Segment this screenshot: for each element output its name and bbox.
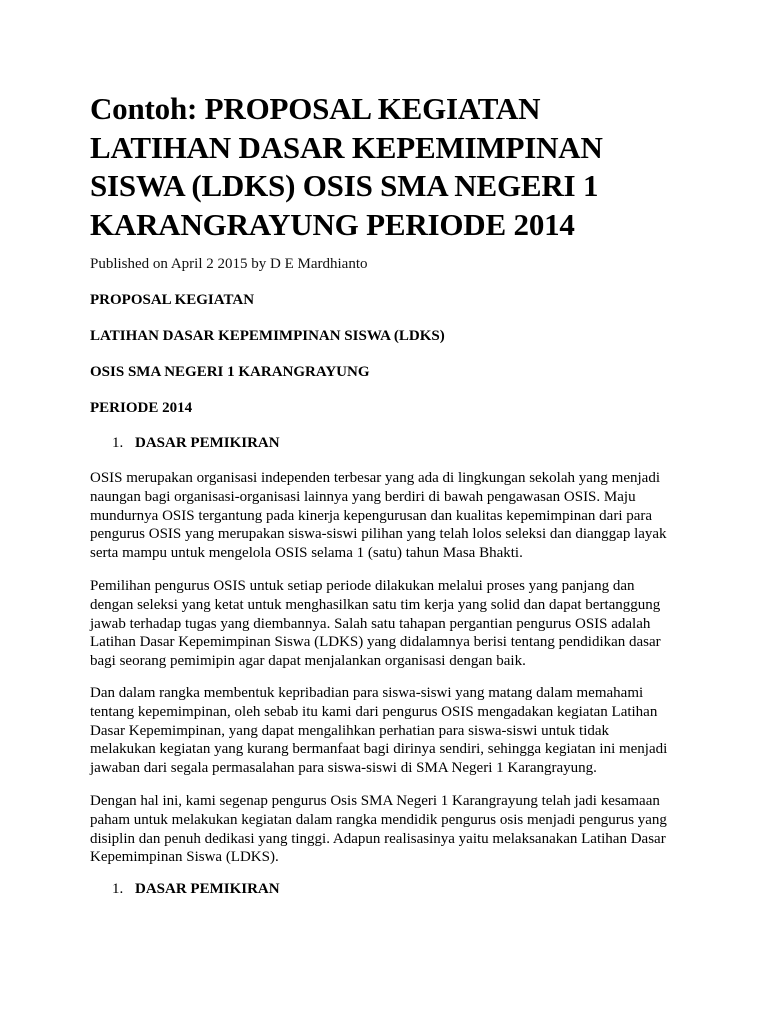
paragraph-line: disiplin dan penuh dedikasi yang tinggi. Adapun realisasinya yaitu melaksanakan Latihan Dasar: [90, 830, 666, 847]
heading-ldks: LATIHAN DASAR KEPEMIMPINAN SISWA (LDKS): [90, 328, 445, 344]
paragraph-line: bagi seorang pemimipin agar dapat menjalankan organisasi dengan baik.: [90, 653, 526, 670]
paragraph-line: jawab terhadap tugas yang diembannya. Salah satu tahapan pergantian pengurus OSIS adalah: [90, 615, 651, 632]
paragraph-line: pengurus OSIS yang merupakan siswa-siswi pilihan yang telah lolos seleksi dan dianggap layak: [90, 526, 667, 543]
paragraph-line: Latihan Dasar Kepemimpinan Siswa (LDKS) yang didalamnya berisi tentang pendidikan dasar: [90, 634, 661, 651]
paragraph-1: [90, 469, 667, 563]
paragraph-line: Dasar Kepemimpinan, yang dapat mengalihkan perhatian para siswa-siswi untuk tidak: [90, 722, 610, 739]
published-byline: Published on April 2 2015 by D E Mardhianto: [90, 256, 368, 272]
paragraph-4: [90, 792, 667, 867]
paragraph-line: jawaban dari segala permasalahan para siswa-siswi di SMA Negeri 1 Karangrayung.: [90, 760, 597, 777]
paragraph-line: Dan dalam rangka membentuk kepribadian para siswa-siswi yang matang dalam memahami: [90, 685, 644, 701]
paragraph-line: serta mampu untuk mengelola OSIS selama 1 (satu) tahun Masa Bhakti.: [90, 545, 523, 562]
paragraph-line: tentang kepemimpinan, oleh sebab itu kami dari pengurus OSIS mengadakan kegiatan Latihan: [90, 703, 658, 720]
section-heading-dasar-pemikiran: [112, 434, 280, 452]
section-heading-dasar-pemikiran-2: [112, 880, 280, 898]
list-number: 1.: [112, 881, 124, 897]
paragraph-line: Dengan hal ini, kami segenap pengurus Osis SMA Negeri 1 Karangrayung telah jadi kesamaan: [90, 793, 660, 809]
paragraph-2: [90, 577, 661, 671]
paragraph-line: Kepemimpinan Siswa (LDKS).: [90, 849, 279, 866]
title-line: Contoh: PROPOSAL KEGIATAN: [90, 91, 541, 126]
paragraph-line: melakukan kegiatan yang kurang bermanfaat bagi dirinya sendiri, sehingga kegiatan ini menjadi: [90, 741, 668, 758]
list-number: 1.: [112, 435, 124, 451]
paragraph-line: Pemilihan pengurus OSIS untuk setiap periode dilakukan melalui proses yang panjang dan: [90, 578, 635, 594]
title-line: LATIHAN DASAR KEPEMIMPINAN: [90, 129, 603, 165]
paragraph-line: naungan bagi organisasi-organisasi lainnya yang berdiri di bawah pengawasan OSIS. Maju: [90, 488, 636, 505]
paragraph-line: mundurnya OSIS tergantung pada kinerja kepengurusan dan kualitas kepemimpinan dari para: [90, 507, 653, 524]
heading-osis: OSIS SMA NEGERI 1 KARANGRAYUNG: [90, 364, 370, 380]
document-title: [90, 90, 603, 244]
paragraph-line: paham untuk melakukan kegiatan dalam rangka mendidik pengurus osis menjadi pengurus yang: [90, 811, 667, 828]
title-line: KARANGRAYUNG PERIODE 2014: [90, 206, 575, 242]
title-line: SISWA (LDKS) OSIS SMA NEGERI 1: [90, 168, 599, 203]
paragraph-line: OSIS merupakan organisasi independen terbesar yang ada di lingkungan sekolah yang menjadi: [90, 470, 660, 486]
paragraph-3: [90, 684, 667, 778]
paragraph-line: dengan seleksi yang ketat untuk menghasilkan satu tim kerja yang solid dan dapat bertanggung: [90, 596, 661, 613]
heading-proposal: PROPOSAL KEGIATAN: [90, 292, 255, 308]
heading-periode: PERIODE 2014: [90, 400, 193, 416]
list-label: DASAR PEMIKIRAN: [135, 435, 280, 451]
list-label: DASAR PEMIKIRAN: [135, 881, 280, 897]
